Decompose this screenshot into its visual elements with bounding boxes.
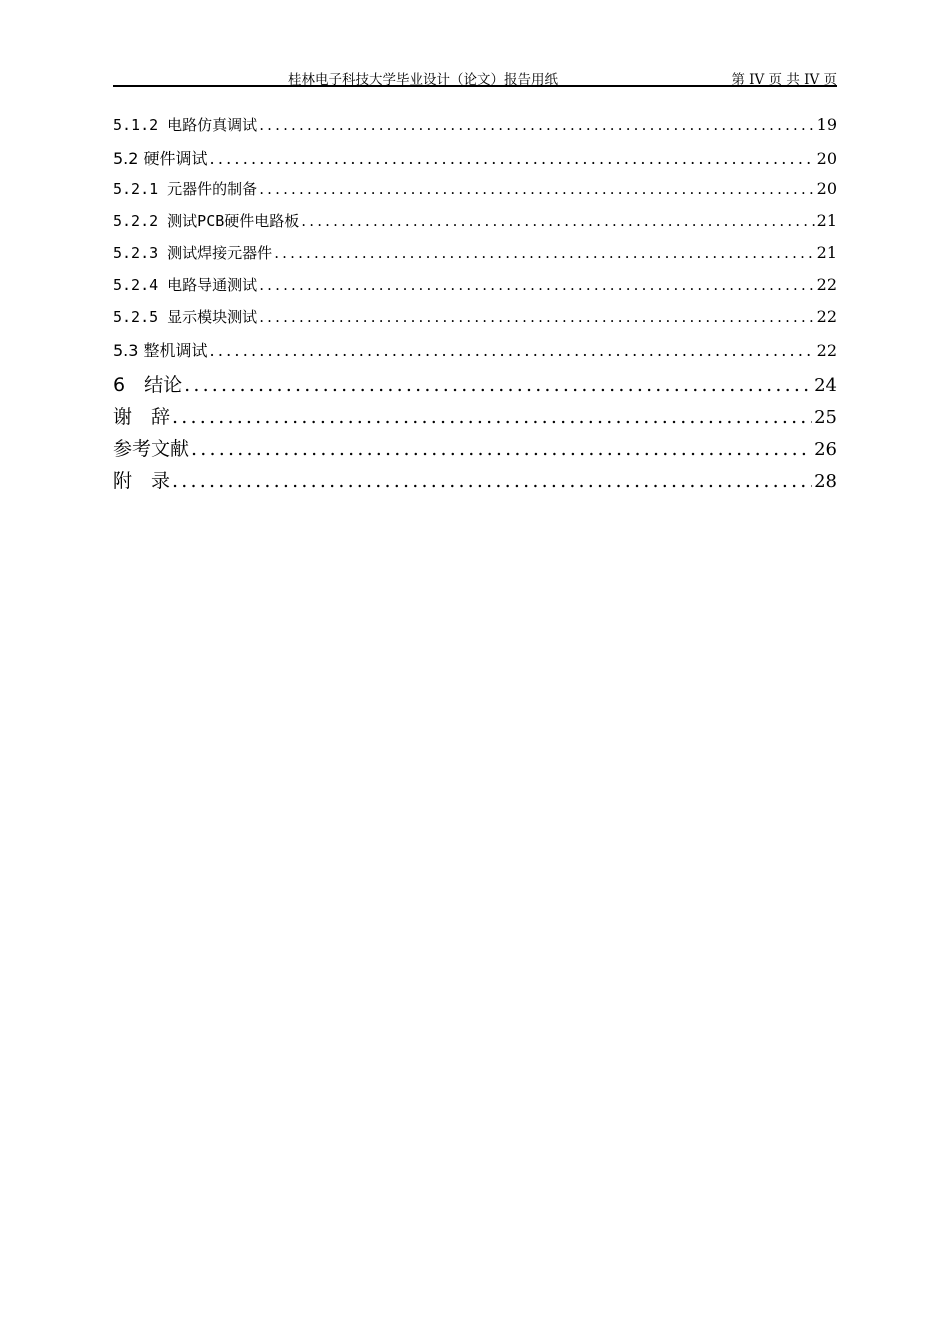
toc-leader-dots (210, 341, 815, 360)
toc-leader-dots (172, 470, 812, 492)
toc-entry-page: 26 (814, 439, 837, 460)
toc-entry-label: 参考文献 (113, 438, 190, 460)
header-title: 桂林电子科技大学毕业设计（论文）报告用纸 (288, 72, 558, 88)
toc-entry[interactable] (113, 242, 837, 274)
toc-entry-page: 20 (816, 179, 837, 198)
toc-entry-label: 附 录 (113, 470, 171, 492)
toc-leader-dots (259, 180, 814, 198)
toc-entry-label: 5.1.2 电路仿真调试 (113, 116, 258, 134)
toc-entry[interactable] (113, 146, 837, 178)
toc-leader-dots (259, 308, 814, 326)
toc-entry-label: 6 结论 (113, 374, 183, 396)
toc-entry[interactable] (113, 306, 837, 338)
toc-entry-page: 28 (814, 471, 837, 492)
toc-entry[interactable] (113, 274, 837, 306)
toc-leader-dots (172, 406, 812, 428)
header-page-indicator: 第 IV 页 共 IV 页 (731, 72, 837, 88)
toc-leader-dots (259, 116, 814, 134)
toc-entry-page: 21 (816, 243, 837, 262)
toc-entry-label: 5.2.2 测试PCB硬件电路板 (113, 212, 300, 230)
table-of-contents (113, 114, 837, 498)
toc-leader-dots (184, 374, 812, 396)
toc-leader-dots (259, 276, 814, 294)
toc-entry-label: 5.2.3 测试焊接元器件 (113, 244, 273, 262)
toc-entry[interactable] (113, 338, 837, 370)
toc-entry-page: 22 (816, 307, 837, 326)
toc-entry-page: 19 (816, 115, 837, 134)
toc-entry-page: 21 (816, 211, 837, 230)
toc-entry-page: 20 (816, 149, 837, 168)
toc-leader-dots (274, 244, 814, 262)
toc-entry-page: 24 (814, 375, 837, 396)
toc-entry[interactable] (113, 434, 837, 466)
toc-entry-page: 22 (816, 275, 837, 294)
toc-entry[interactable] (113, 466, 837, 498)
toc-entry[interactable] (113, 178, 837, 210)
toc-entry-label: 5.2.5 显示模块测试 (113, 308, 258, 326)
toc-entry-label: 5.3 整机调试 (113, 341, 208, 360)
toc-entry-label: 5.2.4 电路导通测试 (113, 276, 258, 294)
header-divider (113, 85, 837, 87)
toc-entry-label: 5.2 硬件调试 (113, 149, 208, 168)
toc-entry-label: 5.2.1 元器件的制备 (113, 180, 258, 198)
toc-entry[interactable] (113, 114, 837, 146)
toc-leader-dots (191, 438, 812, 460)
toc-entry-page: 22 (816, 341, 837, 360)
toc-leader-dots (210, 149, 815, 168)
toc-leader-dots (301, 212, 814, 230)
page-header (113, 60, 837, 86)
toc-entry-page: 25 (814, 407, 837, 428)
toc-entry[interactable] (113, 210, 837, 242)
toc-entry-label: 谢 辞 (113, 406, 171, 428)
toc-entry[interactable] (113, 370, 837, 402)
toc-entry[interactable] (113, 402, 837, 434)
